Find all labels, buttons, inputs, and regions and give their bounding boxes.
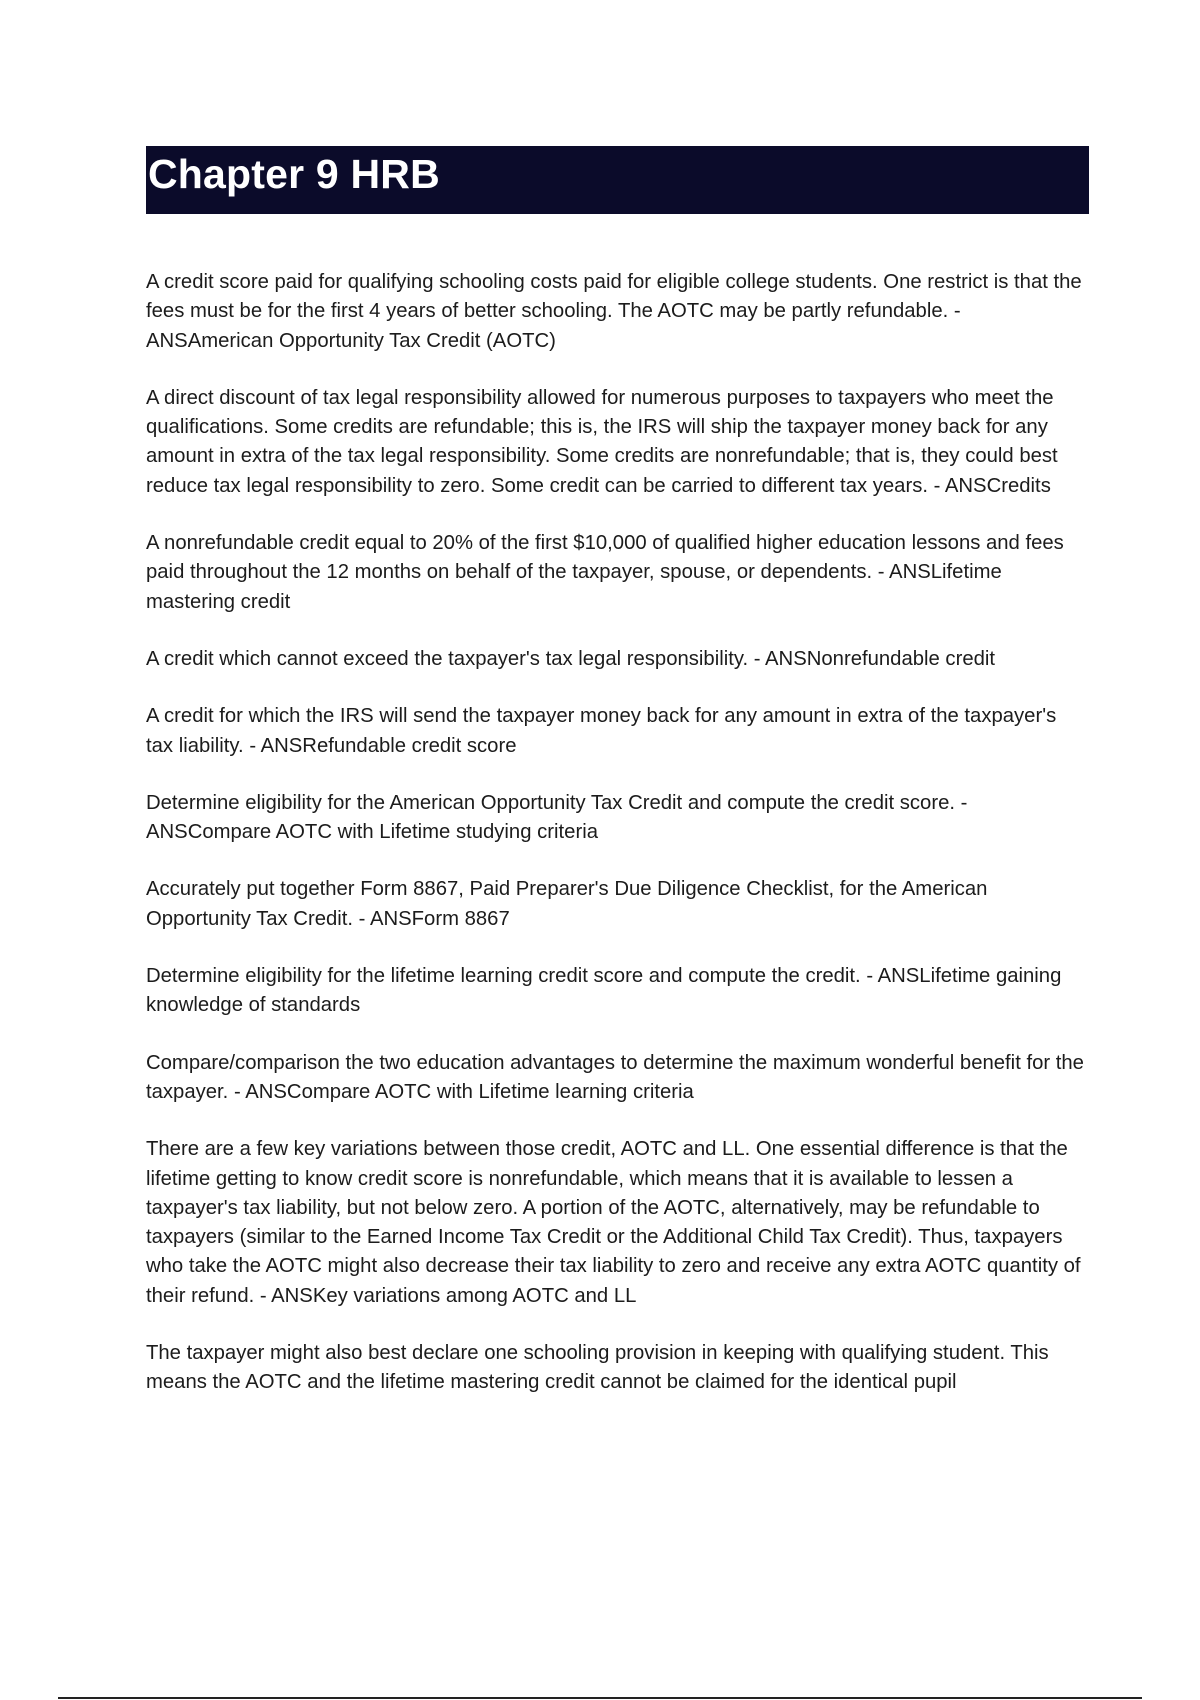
question-text: A direct discount of tax legal responsibility allowed for numerous purposes to taxpayers who meet the qualifications. Some credits are refundable; this is, the IRS will ship the taxpayer money back for any amount in extra of the tax legal responsibility. Some credits are nonrefundable; that is, they could best reduce tax legal responsibility to zero. Some credit can be carried to different tax years. — [146, 386, 1058, 497]
trailing-paragraph: The taxpayer might also best declare one schooling provision in keeping with qualifying student. This means the AOTC and the lifetime mastering credit cannot be claimed for the identical pupil — [146, 1342, 1049, 1394]
qa-entry — [146, 702, 1086, 761]
answer-text: Refundable credit score — [302, 734, 517, 757]
answer-separator: - ANS — [146, 300, 961, 352]
answer-text: Lifetime mastering credit — [146, 561, 1002, 613]
question-text: A credit score paid for qualifying schooling costs paid for eligible college students. One restrict is that the fees must be for the first 4 years of better schooling. The AOTC may be partly refundable. — [146, 271, 1082, 323]
answer-separator: - ANS — [243, 734, 303, 757]
qa-entry — [146, 645, 1086, 674]
answer-text: American Opportunity Tax Credit (AOTC) — [187, 329, 556, 352]
answer-separator: - ANS — [146, 791, 968, 844]
qa-entry — [146, 962, 1086, 1021]
title-banner — [146, 146, 1089, 214]
qa-entry — [146, 384, 1086, 501]
qa-entry — [146, 268, 1086, 356]
answer-text: Compare AOTC with Lifetime studying criteria — [187, 821, 598, 844]
answer-separator: - ANS — [228, 1080, 287, 1103]
question-text: Accurately put together Form 8867, Paid Preparer's Due Diligence Checklist, for the American Opportunity Tax Credit. — [146, 878, 988, 930]
question-text: Determine eligibility for the lifetime learning credit score and compute the credit. — [146, 965, 861, 988]
answer-separator: - ANS — [748, 647, 807, 670]
answer-separator: - ANS — [927, 474, 987, 497]
answer-text: Compare AOTC with Lifetime learning criteria — [286, 1080, 694, 1103]
qa-entry — [146, 1049, 1086, 1108]
qa-entry — [146, 1135, 1086, 1311]
answer-text: Form 8867 — [411, 907, 510, 930]
qa-entry — [146, 789, 1086, 848]
question-text: A nonrefundable credit equal to 20% of the first $10,000 of qualified higher education lessons and fees paid throughout the 12 months on behalf of the taxpayer, spouse, or dependents. — [146, 532, 1064, 584]
answer-separator: - ANS — [872, 561, 931, 584]
footer-divider — [58, 1697, 1142, 1699]
question-text: A credit which cannot exceed the taxpayer's tax legal responsibility. — [146, 647, 749, 670]
page-title: Chapter 9 HRB — [148, 151, 440, 197]
question-text: Determine eligibility for the American Opportunity Tax Credit and compute the credit score. — [146, 791, 956, 814]
question-text: A credit for which the IRS will send the taxpayer money back for any amount in extra of the taxpayer's tax liability. — [146, 705, 1057, 757]
question-text: Compare/comparison the two education advantages to determine the maximum wonderful benefit for the taxpayer. — [146, 1051, 1084, 1103]
qa-list — [146, 268, 1086, 1426]
answer-text: Lifetime gaining knowledge of standards — [146, 965, 1062, 1017]
qa-entry — [146, 875, 1086, 934]
answer-separator: - ANS — [353, 907, 412, 930]
answer-text: Key variations among AOTC and LL — [312, 1284, 637, 1307]
question-text: There are a few key variations between those credit, AOTC and LL. One essential difference is that the lifetime getting to know credit score is nonrefundable, which means that it is available to lessen a taxpayer's tax liability, but not below zero. A portion of the AOTC, alternatively, may be refundable to taxpayers (similar to the Earned Income Tax Credit or the Additional Child Tax Credit). Thus, taxpayers who take the AOTC might also decrease their tax liability to zero and receive any extra AOTC quantity of their refund. — [146, 1138, 1081, 1307]
answer-separator: - ANS — [254, 1284, 313, 1307]
answer-text: Credits — [986, 474, 1051, 497]
answer-text: Nonrefundable credit — [806, 647, 996, 670]
answer-separator: - ANS — [860, 965, 920, 988]
qa-entry — [146, 529, 1086, 617]
